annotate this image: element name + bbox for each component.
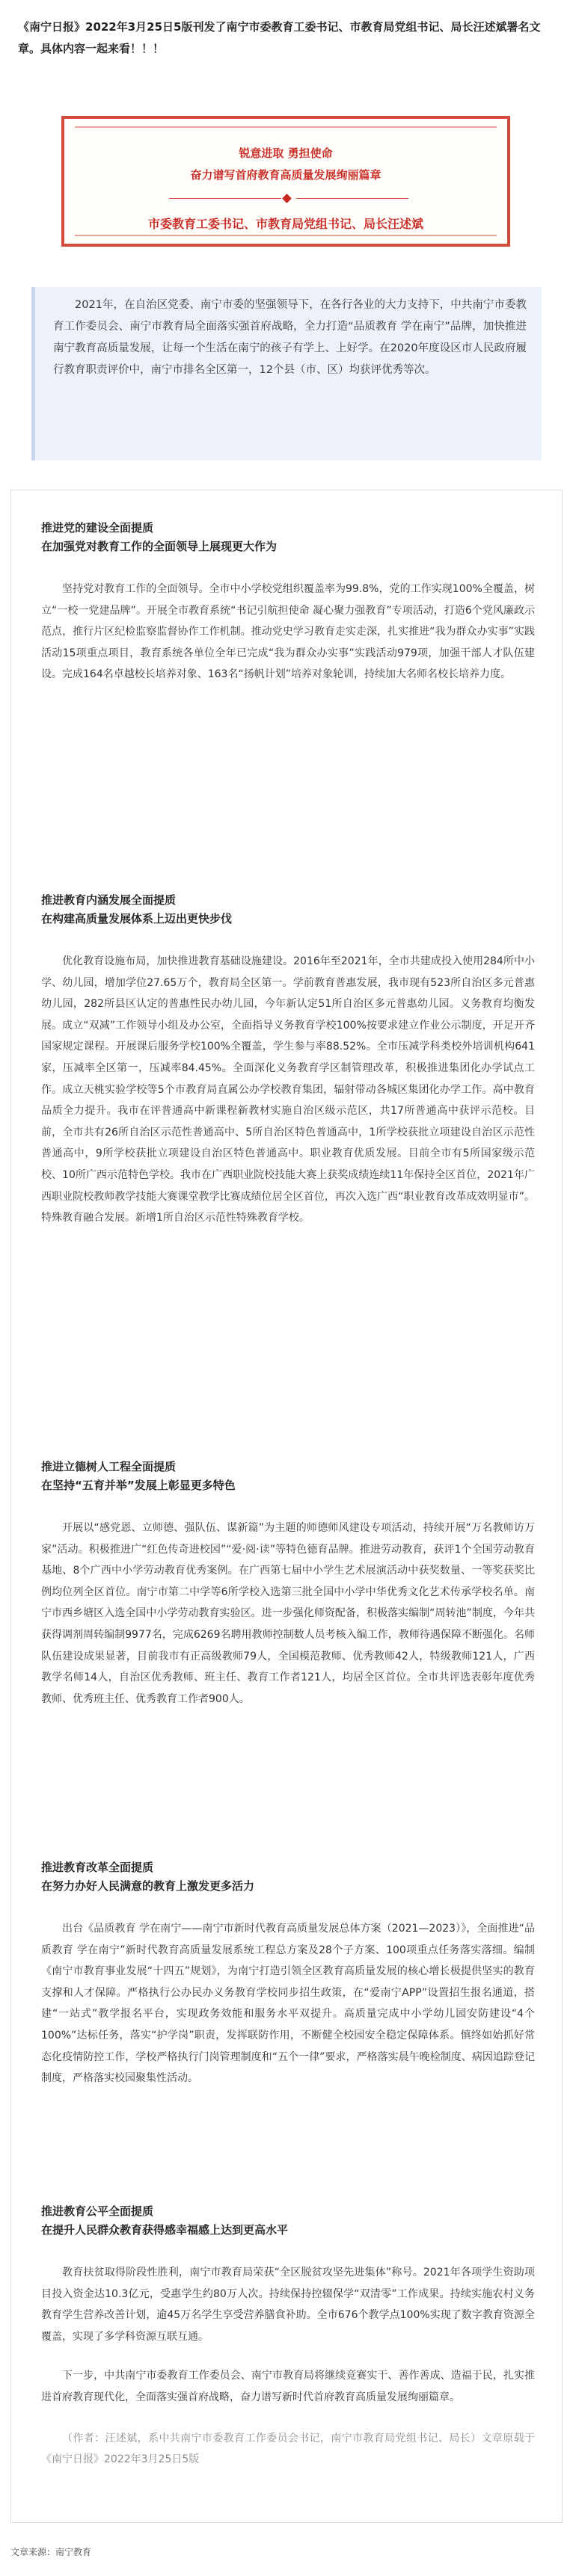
section-subtitle: 在坚持“五育并举”发展上彰显更多特色 xyxy=(41,1479,236,1492)
section-equity xyxy=(41,2202,535,2471)
section-paragraph: 优化教育设施布局，加快推进教育基础设施建设。2016年至2021年，全市共建成投入使用284所中小学、幼儿园，增加学位27.65万个，教育局全区第一。学前教育普惠发展，我市现有523所自治区多元普惠幼儿园，282所县区认定的普惠性民办幼儿园，今年新认定51所自治区多元普惠幼儿园。义务教育均衡发展。成立“双减”工作领导小组及办公室，全面指导义务教育学校100%按要求建立作业公示制度，开足开齐国家规定课程。开展课后服务学校100%全覆盖，学生参与率88.52%。全市压减学科类校外培训机构641家，压减率全区第一，压减率84.45%。全面深化义务教育学区制管理改革，积极推进集团化办学试点工作。成立天桃实验学校等5个市教育局直属公办学校教育集团，辐射带动各城区集团化办学工作。高中教育品质全力提升。我市在评普通高中新课程新教材实施自治区级示范区，共17所普通高中获评示范校。目前，全市共有26所自治区示范性普通高中、5所自治区特色普通高中，1所学校获批立项建设自治区示范性普通高中，9所学校获批立项建设自治区特色普通高中。职业教育优质发展。目前全市有5所国家级示范校、10所广西示范特色学校。我市在广西职业院校技能大赛上获奖成绩连续11年保持全区首位，2021年广西职业院校教师教学技能大赛课堂教学比赛成绩位居全区首位，再次入选广西“职业教育改革成效明显市”。特殊教育融合发展。新增1所自治区示范性特殊教育学校。 xyxy=(41,955,535,1224)
section-paragraph: 教育扶贫取得阶段性胜利，南宁市教育局荣获“全区脱贫攻坚先进集体”称号。2021年各项学生资助项目投入资金达10.3亿元，受惠学生约80万人次。持续保持控辍保学“双清零”工作成果。持续实施农村义务教育学生营养改善计划，逾45万名学生享受营养膳食补助。全市676个教学点100%实现了数字教育资源全覆盖，实现了多学科资源互联互通。 xyxy=(41,2267,535,2343)
section-title: 推进教育改革全面提质 xyxy=(41,1861,154,1874)
section-title: 推进党的建设全面提质 xyxy=(41,521,154,534)
section-subtitle: 在加强党对教育工作的全面领导上展现更大作为 xyxy=(41,540,278,553)
section-subtitle: 在构建高质量发展体系上迈出更快步伐 xyxy=(41,912,233,925)
section-subtitle: 在提升人民群众教育获得感幸福感上达到更高水平 xyxy=(41,2223,289,2237)
banner-inner-line-bottom xyxy=(75,235,497,236)
section-paragraph: 出台《品质教育 学在南宁——南宁市新时代教育高质量发展总体方案（2021—2023）》，全面推进“品质教育 学在南宁”新时代教育高质量发展系统工程总方案及28个子方案、100项重点任务落实落细。编制《南宁市教育事业发展“十四五”规划》，为南宁打造引领全区教育高质量发展的核心增长极提供坚实的教育支撑和人才保障。严格执行公办民办义务教育学校同步招生政策，在“爱南宁APP”设置招生报名通道，搭建“一站式”教学报名平台，实现政务效能和服务水平双提升。高质量完成中小学幼儿园安防建设“4个100%”达标任务，落实“护学岗”职责，发挥联防作用，不断健全校园安全稳定保障体系。慎终如始抓好常态化疫情防控工作，学校严格执行门岗管理制度和“五个一律”要求，严格落实晨午晚检制度、病因追踪登记制度，严格落实校园聚集性活动。 xyxy=(41,1923,535,2085)
banner-rule-right xyxy=(296,198,408,199)
section-title: 推进教育内涵发展全面提质 xyxy=(41,893,177,907)
banner-inner-line-top xyxy=(75,126,497,128)
title-banner xyxy=(61,116,510,247)
banner-rule-left xyxy=(169,198,281,199)
section-paragraph: 坚持党对教育工作的全面领导。全市中小学校党组织覆盖率为99.8%，党的工作实现100%全覆盖，树立“一校一党建品牌”。开展全市教育系统“书记引航担使命 凝心聚力强教育”专项活动，打造6个党风廉政示范点，推行片区纪检监察监督协作工作机制。推动党史学习教育走实走深，扎实推进“我为群众办实事”实践活动15项重点项目，教育系统各单位全年已完成“我为群众办实事”实践活动979项，加强干部人才队伍建设。完成164名卓越校长培养对象、163名“扬帆计划”培养对象轮训，持续加大名师名校长培养力度。 xyxy=(41,583,535,681)
section-moral-education xyxy=(41,1458,535,1710)
section-title: 推进教育公平全面提质 xyxy=(41,2204,154,2218)
banner-slogan: 锐意进取 勇担使命 xyxy=(239,147,333,160)
banner-headline: 奋力谱写首府教育高质量发展绚丽篇章 xyxy=(190,168,382,182)
section-subtitle: 在努力办好人民满意的教育上激发更多活力 xyxy=(41,1879,255,1893)
section-title: 推进立德树人工程全面提质 xyxy=(41,1460,177,1473)
section-party-building xyxy=(41,519,535,685)
article-source: 文章来源：南宁教育 xyxy=(10,2547,92,2557)
section-connotation xyxy=(41,891,535,1229)
summary-box: 2021年，在自治区党委、南宁市委的坚强领导下，在各行各业的大力支持下，中共南宁市委教育工作委员会、南宁市教育局全面落实强首府战略，全力打造“品质教育 学在南宁”品牌，加快推进南宁教育高质量发展，让每一个生活在南宁的孩子有学上、上好学。在2020年度设区市人民政府履行教育职责评价中，南宁市排名全区第一，12个县（市、区）均获评优秀等次。 xyxy=(31,287,542,460)
closing-paragraph: 下一步，中共南宁市委教育工作委员会、南宁市教育局将继续竞赛实干、善作善成、造福于民，扎实推进首府教育现代化，全面落实强首府战略，奋力谱写新时代首府教育高质量发展绚丽篇章。 xyxy=(41,2370,535,2403)
section-reform xyxy=(41,1858,535,2089)
section-paragraph: 开展以“感党恩、立师德、强队伍、谋新篇”为主题的师德师风建设专项活动，持续开展“万名教师访万家”活动。积极推进广“红色传奇进校园”“爱·阅·读”等特色德育品牌。推进劳动教育，获评1个全国劳动教育基地、8个广西中小学劳动教育优秀案例。在广西第七届中小学生艺术展演活动中获奖数量、一等奖获奖比例均位列全区首位。南宁市第二中学等6所学校入选第三批全国中小学中华优秀文化艺术传承学校名单。南宁市西乡塘区入选全国中小学劳动教育实验区。进一步强化师资配备，积极落实编制“周转池”制度，今年共获得调剂周转编制9977名，完成6269名聘用教师控制数人员考核入编工作，教师待遇保障不断强化。名师队伍建设成果显著，目前我市有正高级教师79人，全国模范教师、优秀教师42人，特级教师121人，广西教学名师14人，自治区优秀教师、班主任、教育工作者121人，均居全区首位。全市共评选表彰年度优秀教师、优秀班主任、优秀教育工作者900人。 xyxy=(41,1522,535,1705)
article-body-box xyxy=(10,490,563,2523)
intro-text: 《南宁日报》2022年3月25日5版刊发了南宁市委教育工委书记、市教育局党组书记、局长汪述斌署名文章。具体内容一起来看！！！ xyxy=(18,20,541,55)
author-byline: （作者：汪述斌，系中共南宁市委教育工作委员会书记，南宁市教育局党组书记、局长）文章原载于《南宁日报》2022年3月25日5版 xyxy=(41,2432,535,2466)
banner-author: 市委教育工委书记、市教育局党组书记、局长汪述斌 xyxy=(147,217,423,231)
banner-diamond-icon xyxy=(282,194,292,203)
